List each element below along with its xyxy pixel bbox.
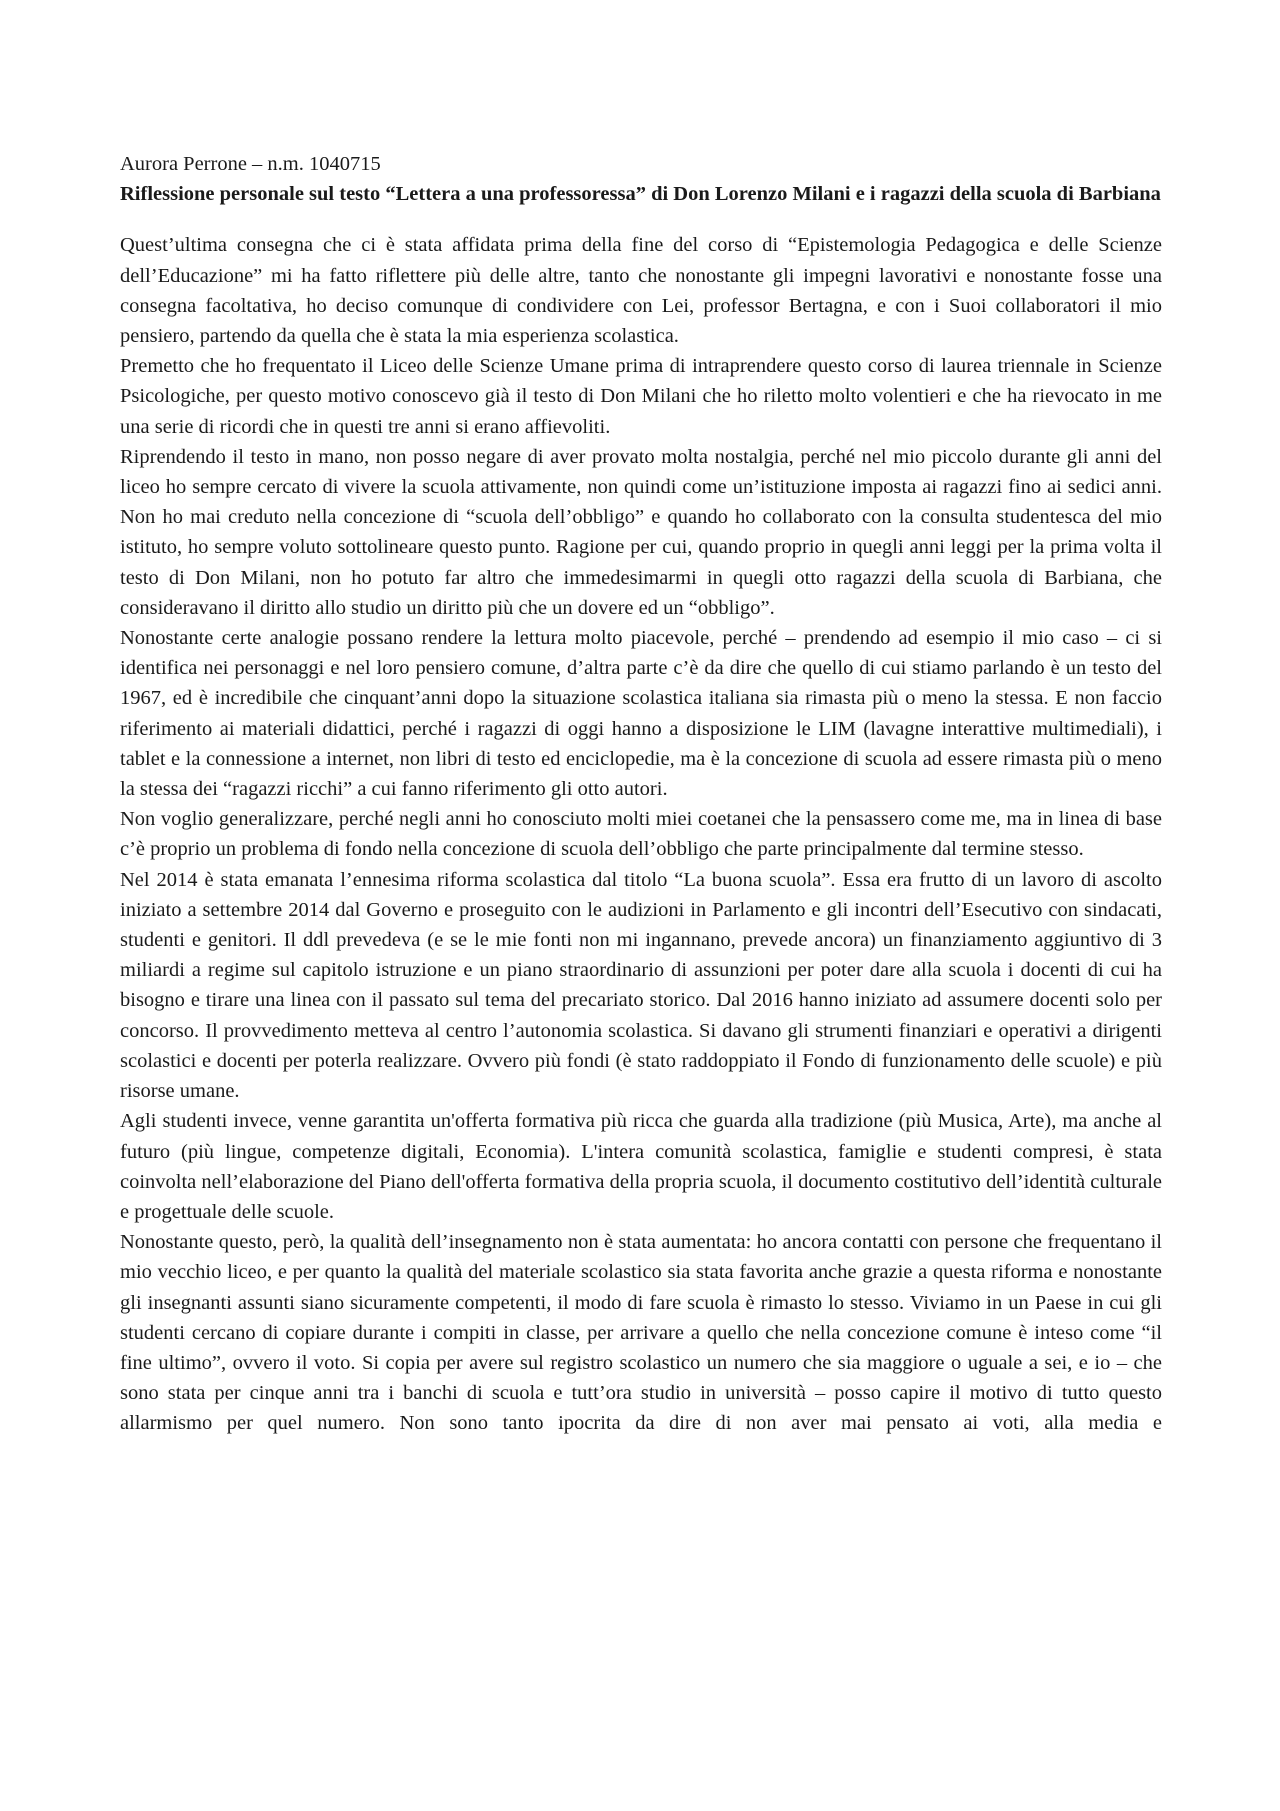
paragraph: Nonostante certe analogie possano rendere la lettura molto piacevole, perché – prendendo ad esempio il mio caso – ci si identifica nei personaggi e nel loro pensiero comune, d’altra parte c’è da dire che quello di cui stiamo parlando è un testo del 1967, ed è incredibile che cinquant’anni dopo la situazione scolastica italiana sia rimasta più o meno la stessa. E non faccio riferimento ai materiali didattici, perché i ragazzi di oggi hanno a disposizione le LIM (lavagne interattive multimediali), i tablet e la connessione a internet, non libri di testo ed enciclopedie, ma è la concezione di scuola ad essere rimasta più o meno la stessa dei “ragazzi ricchi” a cui fanno riferimento gli otto autori. xyxy=(120,627,1162,801)
paragraph: Nel 2014 è stata emanata l’ennesima riforma scolastica dal titolo “La buona scuola”. Essa era frutto di un lavoro di ascolto iniziato a settembre 2014 dal Governo e proseguito con le audizioni in Parlamento e gli incontri dell’Esecutivo con sindacati, studenti e genitori. Il ddl prevedeva (e se le mie fonti non mi ingannano, prevede ancora) un finanziamento aggiuntivo di 3 miliardi a regime sul capitolo istruzione e un piano straordinario di assunzioni per poter dare alla scuola i docenti di cui ha bisogno e tirare una linea con il passato sul tema del precariato storico. Dal 2016 hanno iniziato ad assumere docenti solo per concorso. Il provvedimento metteva al centro l’autonomia scolastica. Si davano gli strumenti finanziari e operativi a dirigenti scolastici e docenti per poterla realizzare. Ovvero più fondi (è stato raddoppiato il Fondo di funzionamento delle scuole) e più risorse umane. xyxy=(120,868,1162,1103)
paragraph: Agli studenti invece, venne garantita un'offerta formativa più ricca che guarda alla tradizione (più Musica, Arte), ma anche al futuro (più lingue, competenze digitali, Economia). L'intera comunità scolastica, famiglie e studenti compresi, è stata coinvolta nell’elaborazione del Piano dell'offerta formativa della propria scuola, il documento costitutivo dell’identità culturale e progettuale delle scuole. xyxy=(120,1110,1162,1223)
document-title: Riflessione personale sul testo “Lettera a una professoressa” di Don Lorenzo Milani e i ragazzi della scuola di Barbiana xyxy=(120,183,1161,206)
paragraph: Nonostante questo, però, la qualità dell’insegnamento non è stata aumentata: ho ancora contatti con persone che frequentano il mio vecchio liceo, e per quanto la qualità del materiale scolastico sia stata favorita anche grazie a questa riforma e nonostante gli insegnanti assunti siano sicuramente competenti, il modo di fare scuola è rimasto lo stesso. Viviamo in un Paese in cui gli studenti cercano di copiare durante i compiti in classe, per arrivare a quello che nella concezione comune è inteso come “il fine ultimo”, ovvero il voto. Si copia per avere sul registro scolastico un numero che sia maggiore o uguale a sei, e io – che sono stata per cinque anni tra i banchi di scuola e tutt’ora studio in università – posso capire il motivo di tutto questo allarmismo per quel numero. Non sono tanto ipocrita da dire di non aver mai pensato ai voti, alla media e xyxy=(120,1231,1162,1435)
author-line: Aurora Perrone – n.m. 1040715 xyxy=(120,153,381,175)
document-body xyxy=(120,149,1162,1439)
paragraph: Non voglio generalizzare, perché negli anni ho conosciuto molti miei coetanei che la pensassero come me, ma in linea di base c’è proprio un problema di fondo nella concezione di scuola dell’obbligo che parte principalmente dal termine stesso. xyxy=(120,808,1162,861)
paragraph: Riprendendo il testo in mano, non posso negare di aver provato molta nostalgia, perché nel mio piccolo durante gli anni del liceo ho sempre cercato di vivere la scuola attivamente, non quindi come un’istituzione imposta ai ragazzi fino ai sedici anni. Non ho mai creduto nella concezione di “scuola dell’obbligo” e quando ho collaborato con la consulta studentesca del mio istituto, ho sempre voluto sottolineare questo punto. Ragione per cui, quando proprio in quegli anni leggi per la prima volta il testo di Don Milani, non ho potuto far altro che immedesimarmi in quegli otto ragazzi della scuola di Barbiana, che consideravano il diritto allo studio un diritto più che un dovere ed un “obbligo”. xyxy=(120,445,1162,619)
paragraph: Quest’ultima consegna che ci è stata affidata prima della fine del corso di “Epistemologia Pedagogica e delle Scienze dell’Educazione” mi ha fatto riflettere più delle altre, tanto che nonostante gli impegni lavorativi e nonostante fosse una consegna facoltativa, ho deciso comunque di condividere con Lei, professor Bertagna, e con i Suoi collaboratori il mio pensiero, partendo da quella che è stata la mia esperienza scolastica. xyxy=(120,234,1162,348)
paragraph: Premetto che ho frequentato il Liceo delle Scienze Umane prima di intraprendere questo corso di laurea triennale in Scienze Psicologiche, per questo motivo conoscevo già il testo di Don Milani che ho riletto molto volentieri e che ha rievocato in me una serie di ricordi che in questi tre anni si erano affievoliti. xyxy=(120,355,1162,438)
